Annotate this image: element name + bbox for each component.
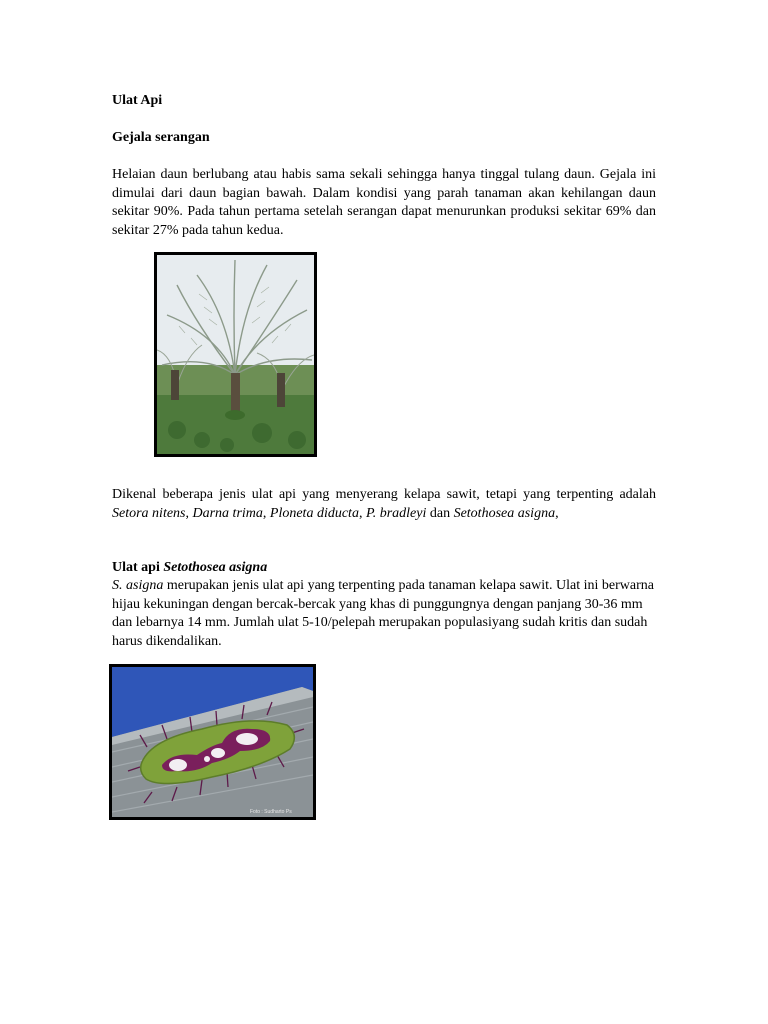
symptoms-paragraph: Helaian daun berlubang atau habis sama sekali sehingga hanya tinggal tulang daun. Gejala ini dimulai dari daun bagian bawah. Dalam kondisi yang parah tanaman akan kehilangan daun sekitar 90%. Pada tahun pertama setelah serangan dapat menurunkan produksi sekitar 69% dan sekitar 27% pada tahun kedua. — [112, 167, 656, 238]
species-end: , — [555, 505, 559, 521]
species-setothosea-asigna: Setothosea asigna — [453, 505, 556, 521]
species-p-bradleyi: P. bradleyi — [365, 505, 427, 521]
species-separator: , — [262, 505, 270, 521]
oil-palm-illustration — [157, 255, 314, 454]
photo-credit: Foto : Sudharto Ps — [250, 809, 292, 815]
oil-palm-photo — [154, 252, 317, 457]
heading-prefix: Ulat api — [112, 560, 164, 575]
page-title: Ulat Api — [112, 93, 163, 108]
species-setora-nitens: Setora nitens — [112, 505, 186, 521]
species-separator: , — [358, 505, 366, 521]
section-heading-setothosea — [112, 559, 656, 578]
lead-species: S. asigna — [112, 578, 164, 593]
species-ploneta-diducta: Ploneta diducta — [269, 505, 359, 521]
species-intro: Dikenal beberapa jenis ulat api yang menyerang kelapa sawit, tetapi yang terpenting adalah — [112, 487, 656, 502]
species-darna-trima: Darna trima — [192, 505, 263, 521]
setothosea-description: merupakan jenis ulat api yang terpenting pada tanaman kelapa sawit. Ulat ini berwarna hijau kekuningan dengan bercak-bercak yang khas di punggungnya dengan panjang 30-36 mm dan lebarnya 14 mm. Jumlah ulat 5-10/pelepah merupakan populasiyang sudah kritis dan sudah harus dikendalikan. — [112, 578, 654, 649]
species-separator: dan — [426, 505, 454, 521]
caterpillar-photo — [109, 664, 316, 820]
species-paragraph — [112, 486, 656, 523]
caterpillar-illustration — [112, 667, 313, 817]
section-heading-symptoms: Gejala serangan — [112, 130, 210, 145]
setothosea-paragraph — [112, 577, 656, 651]
species-separator: , — [185, 505, 193, 521]
heading-species: Setothosea asigna — [163, 560, 268, 575]
